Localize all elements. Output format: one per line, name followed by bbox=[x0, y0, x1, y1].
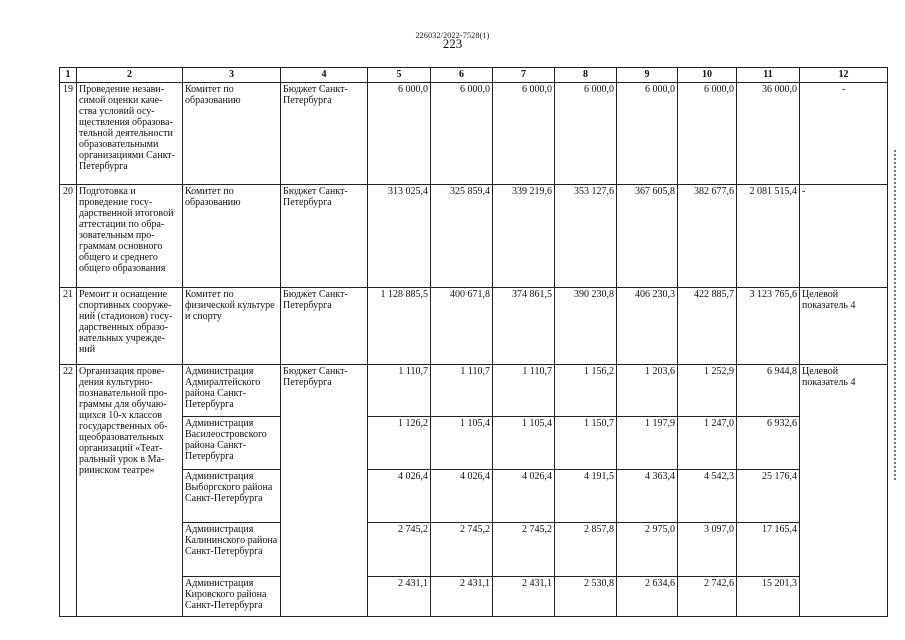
row-number: 21 bbox=[60, 288, 77, 365]
value-cell: 2 431,1 bbox=[493, 577, 555, 617]
value-cell: 6 000,0 bbox=[617, 83, 678, 185]
funding-source: Бюджет Санкт-Петербурга bbox=[281, 185, 368, 288]
value-cell: 1 252,9 bbox=[678, 365, 737, 417]
measure-name: Ремонт и оснащение спортивных сооруже-ний (стадионов) госу-дарственных образо-вательных учрежде-ний bbox=[77, 288, 183, 365]
col-header: 8 bbox=[555, 68, 617, 83]
value-cell: 4 191,5 bbox=[555, 470, 617, 523]
col-header: 4 bbox=[281, 68, 368, 83]
funding-source: Бюджет Санкт-Петербурга bbox=[281, 365, 368, 617]
total-cell: 2 081 515,4 bbox=[737, 185, 800, 288]
value-cell: 6 000,0 bbox=[678, 83, 737, 185]
value-cell: 4 026,4 bbox=[431, 470, 493, 523]
margin-marks bbox=[894, 150, 899, 480]
value-cell: 390 230,8 bbox=[555, 288, 617, 365]
value-cell: 367 605,8 bbox=[617, 185, 678, 288]
value-cell: 382 677,6 bbox=[678, 185, 737, 288]
value-cell: 3 097,0 bbox=[678, 523, 737, 577]
total-cell: 3 123 765,6 bbox=[737, 288, 800, 365]
value-cell: 339 219,6 bbox=[493, 185, 555, 288]
executor: Комитет по образованию bbox=[183, 185, 281, 288]
value-cell: 2 530,8 bbox=[555, 577, 617, 617]
value-cell: 1 156,2 bbox=[555, 365, 617, 417]
total-cell: 25 176,4 bbox=[737, 470, 800, 523]
value-cell: 6 000,0 bbox=[431, 83, 493, 185]
value-cell: 2 431,1 bbox=[368, 577, 431, 617]
total-cell: 15 201,3 bbox=[737, 577, 800, 617]
page-number: 223 bbox=[442, 36, 463, 51]
value-cell: 2 857,8 bbox=[555, 523, 617, 577]
value-cell: 2 742,6 bbox=[678, 577, 737, 617]
table-row bbox=[60, 185, 888, 288]
executor: Комитет по физической культуре и спорту bbox=[183, 288, 281, 365]
value-cell: 2 745,2 bbox=[493, 523, 555, 577]
note-cell: - bbox=[800, 185, 888, 288]
executor: Администрация Калининского района Санкт-Петербурга bbox=[183, 523, 281, 577]
col-header: 12 bbox=[800, 68, 888, 83]
note-cell: - bbox=[800, 83, 888, 185]
value-cell: 1 110,7 bbox=[493, 365, 555, 417]
executor: Администрация Выборгского района Санкт-Петербурга bbox=[183, 470, 281, 523]
value-cell: 1 105,4 bbox=[431, 417, 493, 470]
value-cell: 1 110,7 bbox=[431, 365, 493, 417]
budget-table bbox=[59, 67, 888, 617]
measure-name: Организация прове-дения культурно-познавательной про-граммы для обучаю-щихся 10-х классов государственных об-щеобразовательных организаций «Теат-ральный урок в Ма-риинском театре» bbox=[77, 365, 183, 617]
value-cell: 4 542,3 bbox=[678, 470, 737, 523]
value-cell: 1 110,7 bbox=[368, 365, 431, 417]
value-cell: 400 671,8 bbox=[431, 288, 493, 365]
value-cell: 2 431,1 bbox=[431, 577, 493, 617]
value-cell: 1 150,7 bbox=[555, 417, 617, 470]
table-row bbox=[60, 470, 888, 523]
value-cell: 2 745,2 bbox=[431, 523, 493, 577]
col-header: 5 bbox=[368, 68, 431, 83]
row-number: 22 bbox=[60, 365, 77, 617]
value-cell: 4 363,4 bbox=[617, 470, 678, 523]
value-cell: 1 203,6 bbox=[617, 365, 678, 417]
value-cell: 2 745,2 bbox=[368, 523, 431, 577]
note-cell: Целевой показатель 4 bbox=[800, 365, 888, 617]
value-cell: 4 026,4 bbox=[368, 470, 431, 523]
value-cell: 2 975,0 bbox=[617, 523, 678, 577]
value-cell: 4 026,4 bbox=[493, 470, 555, 523]
table-row bbox=[60, 83, 888, 185]
total-cell: 36 000,0 bbox=[737, 83, 800, 185]
header-row bbox=[60, 68, 888, 83]
value-cell: 422 885,7 bbox=[678, 288, 737, 365]
measure-name: Подготовка и проведение госу-дарственной итоговой аттестации по обра-зовательным про-граммам основного общего и среднего общего образования bbox=[77, 185, 183, 288]
value-cell: 313 025,4 bbox=[368, 185, 431, 288]
executor: Комитет по образованию bbox=[183, 83, 281, 185]
value-cell: 1 247,0 bbox=[678, 417, 737, 470]
funding-source: Бюджет Санкт-Петербурга bbox=[281, 288, 368, 365]
document-id: 226032/2022-7528(1) bbox=[415, 31, 490, 40]
total-cell: 6 944,8 bbox=[737, 365, 800, 417]
value-cell: 1 197,9 bbox=[617, 417, 678, 470]
table-row bbox=[60, 577, 888, 617]
value-cell: 406 230,3 bbox=[617, 288, 678, 365]
executor: Администрация Кировского района Санкт-Петербурга bbox=[183, 577, 281, 617]
note-cell: Целевой показатель 4 bbox=[800, 288, 888, 365]
col-header: 6 bbox=[431, 68, 493, 83]
col-header: 9 bbox=[617, 68, 678, 83]
row-number: 19 bbox=[60, 83, 77, 185]
col-header: 11 bbox=[737, 68, 800, 83]
value-cell: 2 634,6 bbox=[617, 577, 678, 617]
col-header: 3 bbox=[183, 68, 281, 83]
value-cell: 325 859,4 bbox=[431, 185, 493, 288]
value-cell: 1 126,2 bbox=[368, 417, 431, 470]
table-row bbox=[60, 523, 888, 577]
col-header: 10 bbox=[678, 68, 737, 83]
measure-name: Проведение незави-симой оценки каче-ства условий осу-ществления образова-тельной деятельности образовательными организациями Санкт-Петербурга bbox=[77, 83, 183, 185]
row-number: 20 bbox=[60, 185, 77, 288]
col-header: 2 bbox=[77, 68, 183, 83]
col-header: 1 bbox=[60, 68, 77, 83]
executor: Администрация Василеостровского района Санкт-Петербурга bbox=[183, 417, 281, 470]
col-header: 7 bbox=[493, 68, 555, 83]
table-row bbox=[60, 288, 888, 365]
value-cell: 374 861,5 bbox=[493, 288, 555, 365]
table-row bbox=[60, 365, 888, 417]
value-cell: 6 000,0 bbox=[555, 83, 617, 185]
value-cell: 6 000,0 bbox=[493, 83, 555, 185]
table-row bbox=[60, 417, 888, 470]
funding-source: Бюджет Санкт-Петербурга bbox=[281, 83, 368, 185]
value-cell: 1 105,4 bbox=[493, 417, 555, 470]
value-cell: 6 000,0 bbox=[368, 83, 431, 185]
value-cell: 353 127,6 bbox=[555, 185, 617, 288]
total-cell: 17 165,4 bbox=[737, 523, 800, 577]
value-cell: 1 128 885,5 bbox=[368, 288, 431, 365]
total-cell: 6 932,6 bbox=[737, 417, 800, 470]
executor: Администрация Адмиралтейского района Санкт-Петербурга bbox=[183, 365, 281, 417]
